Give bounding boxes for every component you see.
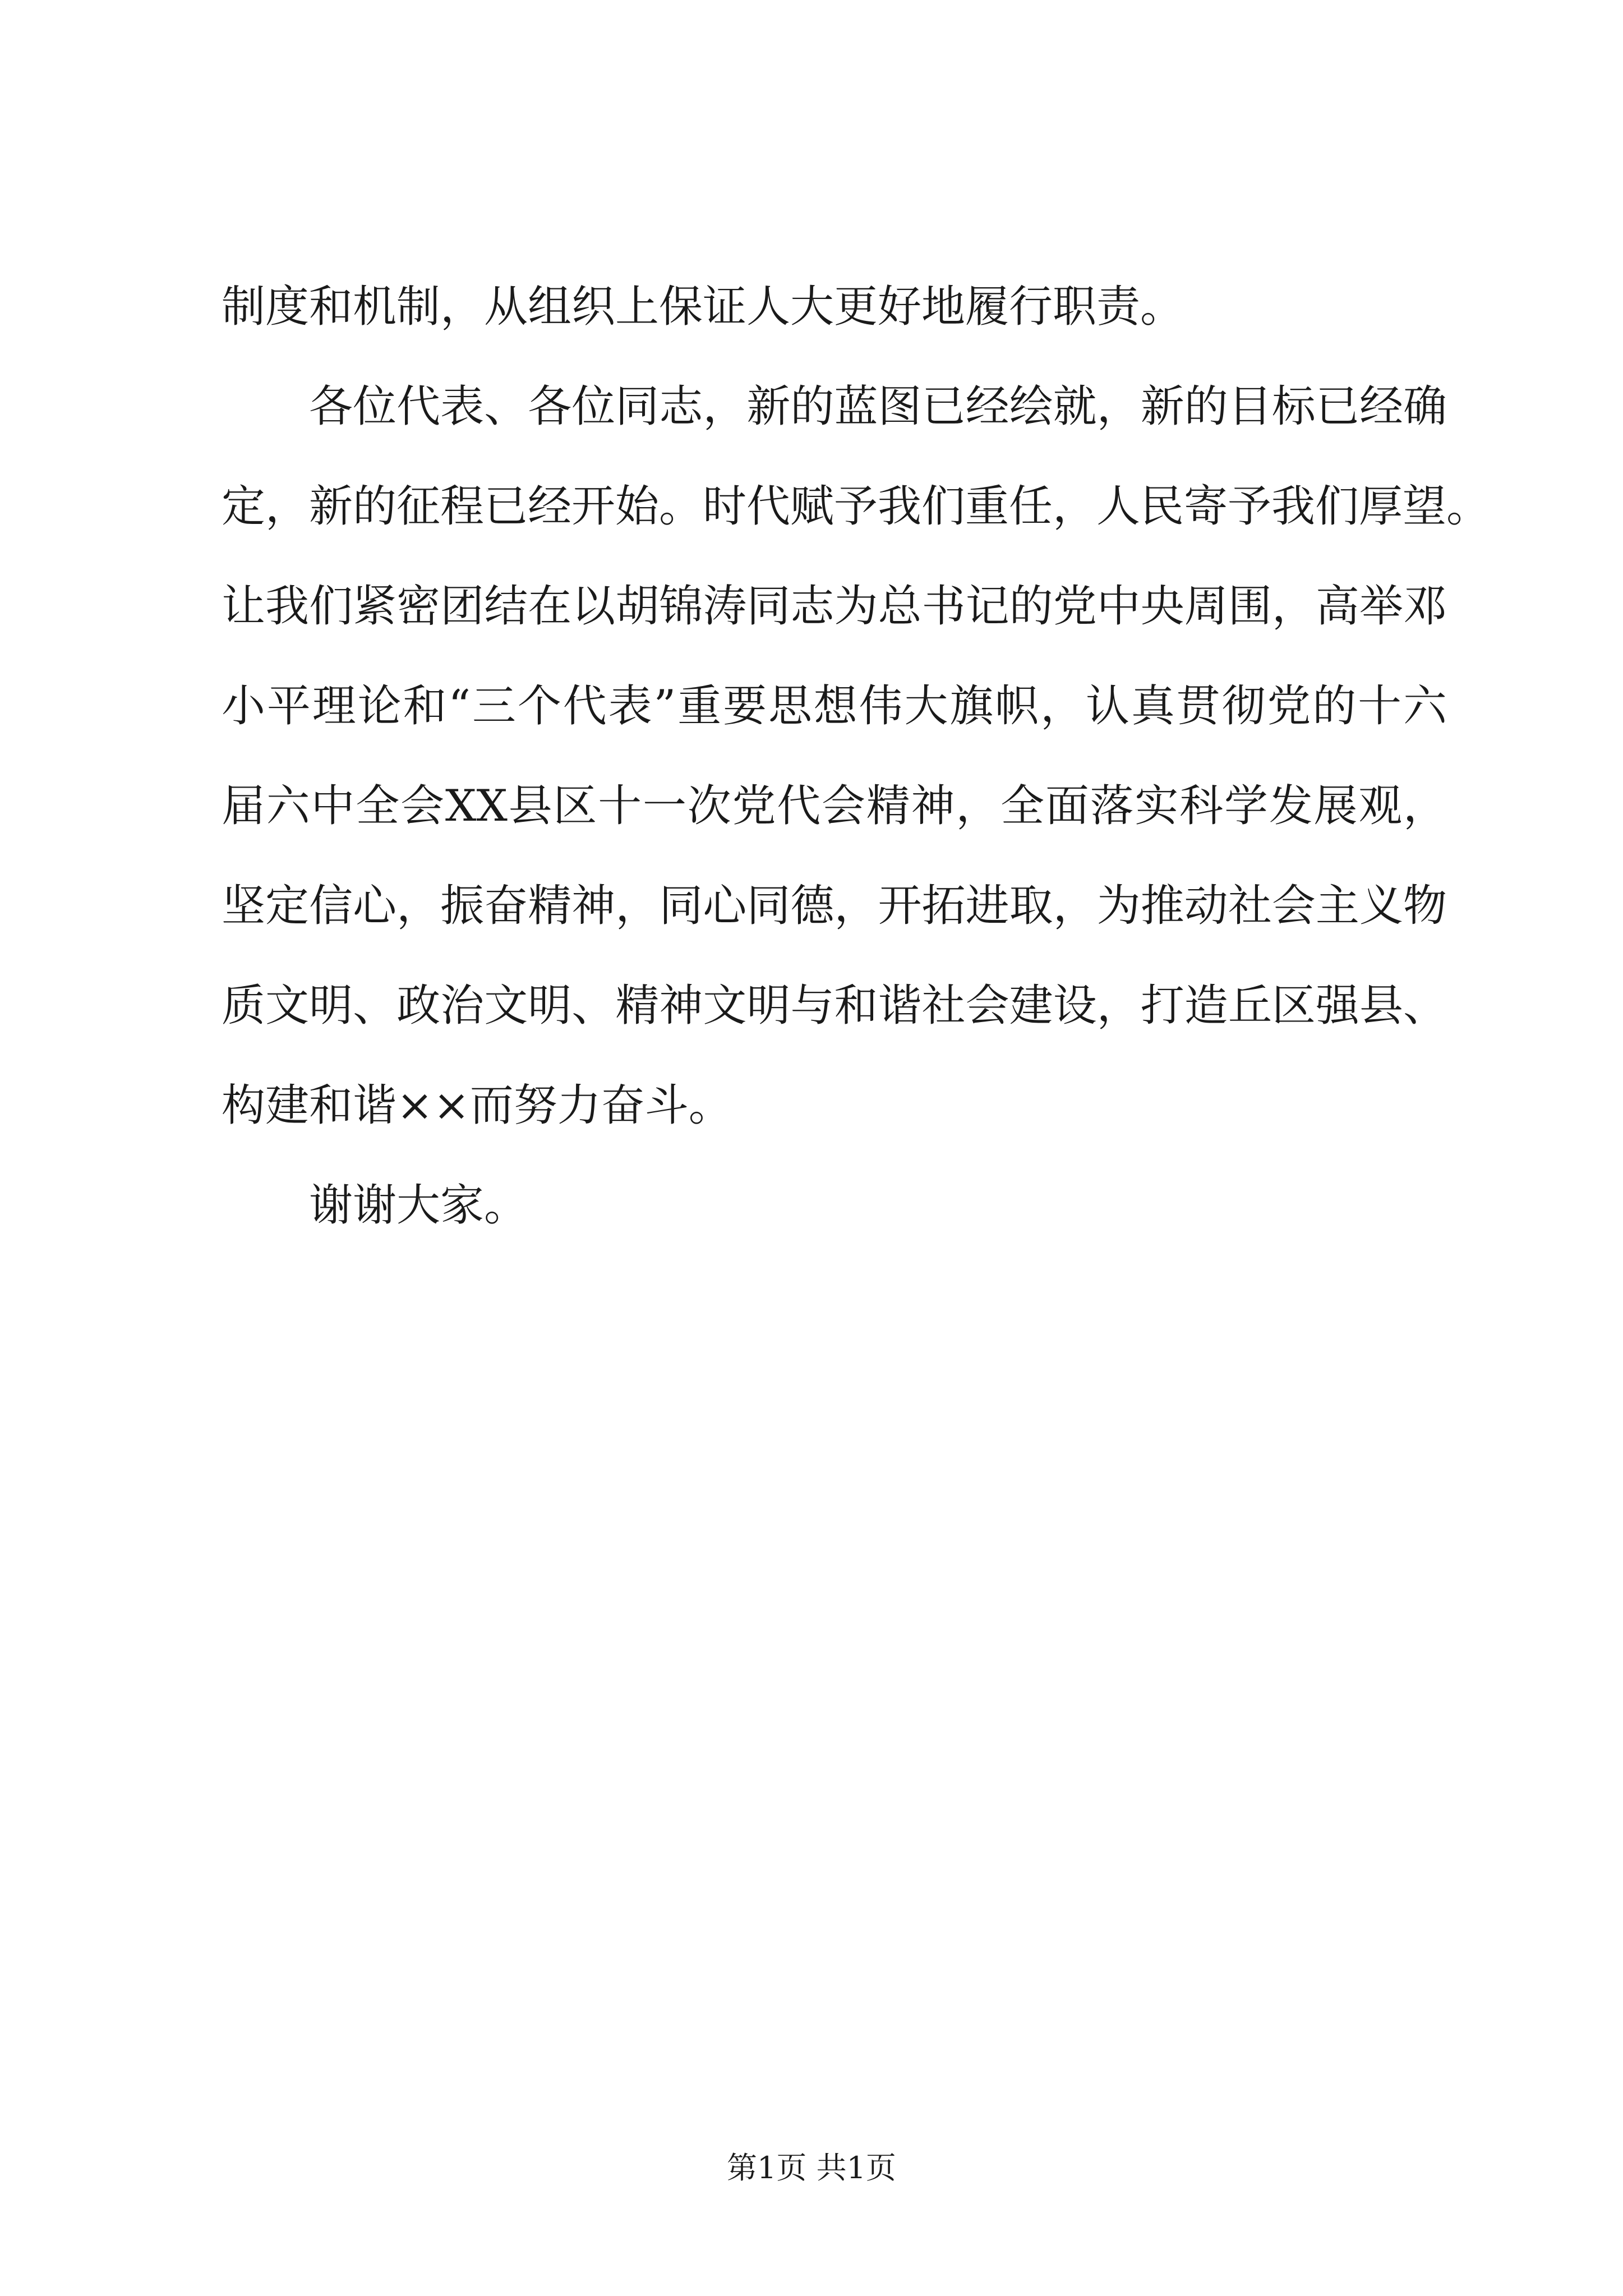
paragraph-1-line-1: 制度和机制，从组织上保证人大更好地履行职责。: [222, 282, 1184, 332]
page-number-label: 第1页 共1页: [727, 2150, 896, 2185]
paragraph-3-line-1: 谢谢大家。: [309, 1180, 528, 1231]
paragraph-2-line-7: 质文明、政治文明、精神文明与和谐社会建设，打造丘区强县、: [222, 981, 1447, 1031]
paragraph-2-line-5: 届六中全会XX县区十一次党代会精神，全面落实科学发展观，: [222, 781, 1447, 831]
paragraph-2-line-4: 小平理论和“三个代表”重要思想伟大旗帜，认真贯彻党的十六: [222, 681, 1447, 731]
document-body: [222, 257, 1491, 1255]
paragraph-2-line-8: 构建和谐××而努力奋斗。: [222, 1080, 732, 1131]
paragraph-2-line-3: 让我们紧密团结在以胡锦涛同志为总书记的党中央周围，高举邓: [222, 581, 1447, 632]
page-footer: [0, 2146, 1623, 2191]
paragraph-2-line-1: 各位代表、各位同志，新的蓝图已经绘就，新的目标已经确: [309, 381, 1447, 432]
paragraph-2-line-2: 定，新的征程已经开始。时代赋予我们重任，人民寄予我们厚望。: [222, 481, 1491, 532]
paragraph-2-line-6: 坚定信心，振奋精神，同心同德，开拓进取，为推动社会主义物: [222, 881, 1447, 931]
